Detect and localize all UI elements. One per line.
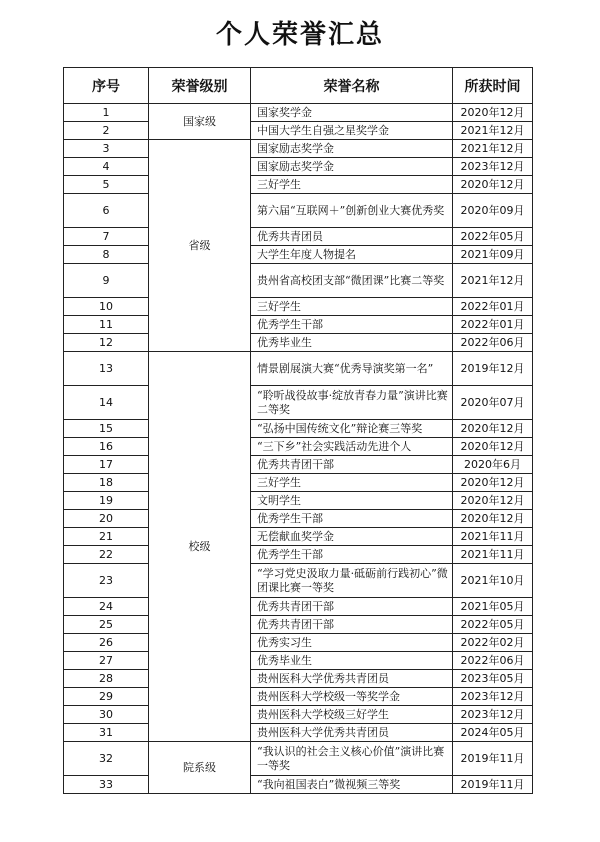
table-row (64, 176, 533, 194)
row-number: 31 (64, 724, 149, 742)
row-number: 20 (64, 510, 149, 528)
table-row (64, 158, 533, 176)
table-row (64, 228, 533, 246)
table-row (64, 776, 533, 794)
award-time: 2020年12月 (453, 474, 533, 492)
table-row (64, 264, 533, 298)
table-row (64, 634, 533, 652)
honor-name: 贵州医科大学优秀共青团员 (251, 724, 453, 742)
row-number: 30 (64, 706, 149, 724)
honor-name: 情景剧展演大赛“优秀导演奖第一名” (251, 352, 453, 386)
honor-level: 院系级 (149, 742, 251, 794)
honor-name: 优秀共青团干部 (251, 616, 453, 634)
award-time: 2022年06月 (453, 334, 533, 352)
honor-name: 优秀毕业生 (251, 334, 453, 352)
table-row (64, 122, 533, 140)
row-number: 9 (64, 264, 149, 298)
row-number: 5 (64, 176, 149, 194)
table-row (64, 616, 533, 634)
award-time: 2023年12月 (453, 706, 533, 724)
row-number: 23 (64, 564, 149, 598)
row-number: 13 (64, 352, 149, 386)
table-body (64, 104, 533, 794)
award-time: 2021年09月 (453, 246, 533, 264)
row-number: 17 (64, 456, 149, 474)
row-number: 2 (64, 122, 149, 140)
award-time: 2023年12月 (453, 158, 533, 176)
table-row (64, 246, 533, 264)
honor-name: 国家奖学金 (251, 104, 453, 122)
award-time: 2021年12月 (453, 140, 533, 158)
honor-name: 优秀学生干部 (251, 510, 453, 528)
honor-name: 优秀毕业生 (251, 652, 453, 670)
row-number: 33 (64, 776, 149, 794)
honor-level: 省级 (149, 140, 251, 352)
row-number: 10 (64, 298, 149, 316)
row-number: 19 (64, 492, 149, 510)
row-number: 24 (64, 598, 149, 616)
row-number: 21 (64, 528, 149, 546)
table-row (64, 456, 533, 474)
row-number: 11 (64, 316, 149, 334)
award-time: 2022年02月 (453, 634, 533, 652)
table-row (64, 724, 533, 742)
award-time: 2022年06月 (453, 652, 533, 670)
row-number: 6 (64, 194, 149, 228)
row-number: 22 (64, 546, 149, 564)
honor-name: “学习党史汲取力量·砥砺前行践初心”微团课比赛一等奖 (251, 564, 453, 598)
row-number: 28 (64, 670, 149, 688)
row-number: 3 (64, 140, 149, 158)
award-time: 2021年12月 (453, 122, 533, 140)
row-number: 12 (64, 334, 149, 352)
row-number: 26 (64, 634, 149, 652)
row-number: 4 (64, 158, 149, 176)
table-row (64, 546, 533, 564)
honor-name: 中国大学生自强之星奖学金 (251, 122, 453, 140)
award-time: 2020年12月 (453, 420, 533, 438)
honor-name: “我认识的社会主义核心价值”演讲比赛一等奖 (251, 742, 453, 776)
award-time: 2023年05月 (453, 670, 533, 688)
table-row (64, 474, 533, 492)
row-number: 7 (64, 228, 149, 246)
row-number: 29 (64, 688, 149, 706)
honor-name: 三好学生 (251, 298, 453, 316)
honor-name: 无偿献血奖学金 (251, 528, 453, 546)
honor-name: 贵州医科大学校级一等奖学金 (251, 688, 453, 706)
award-time: 2020年12月 (453, 104, 533, 122)
award-time: 2020年6月 (453, 456, 533, 474)
award-time: 2021年05月 (453, 598, 533, 616)
award-time: 2020年12月 (453, 510, 533, 528)
honor-name: 优秀学生干部 (251, 316, 453, 334)
header-time: 所获时间 (453, 68, 533, 104)
award-time: 2022年05月 (453, 616, 533, 634)
row-number: 32 (64, 742, 149, 776)
row-number: 25 (64, 616, 149, 634)
award-time: 2022年01月 (453, 298, 533, 316)
honor-name: 贵州省高校团支部“微团课”比赛二等奖 (251, 264, 453, 298)
honor-name: 优秀共青团员 (251, 228, 453, 246)
table-row (64, 670, 533, 688)
award-time: 2023年12月 (453, 688, 533, 706)
honor-name: 优秀实习生 (251, 634, 453, 652)
award-time: 2020年12月 (453, 492, 533, 510)
honor-name: 三好学生 (251, 474, 453, 492)
honor-name: 贵州医科大学校级三好学生 (251, 706, 453, 724)
honor-name: “弘扬中国传统文化”辩论赛三等奖 (251, 420, 453, 438)
award-time: 2024年05月 (453, 724, 533, 742)
award-time: 2020年07月 (453, 386, 533, 420)
award-time: 2021年11月 (453, 546, 533, 564)
table-row (64, 352, 533, 386)
header-level: 荣誉级别 (149, 68, 251, 104)
table-row (64, 742, 533, 776)
table-row (64, 652, 533, 670)
honor-name: “我向祖国表白”微视频三等奖 (251, 776, 453, 794)
honor-name: 第六届“互联网＋”创新创业大赛优秀奖 (251, 194, 453, 228)
header-number: 序号 (64, 68, 149, 104)
table-row (64, 316, 533, 334)
honor-level: 国家级 (149, 104, 251, 140)
honor-name: 国家励志奖学金 (251, 158, 453, 176)
row-number: 1 (64, 104, 149, 122)
table-row (64, 688, 533, 706)
table-row (64, 510, 533, 528)
honor-name: 优秀学生干部 (251, 546, 453, 564)
header-name: 荣誉名称 (251, 68, 453, 104)
award-time: 2021年12月 (453, 264, 533, 298)
table-row (64, 386, 533, 420)
award-time: 2021年11月 (453, 528, 533, 546)
table-row (64, 492, 533, 510)
award-time: 2022年01月 (453, 316, 533, 334)
table-header-row (64, 68, 533, 104)
table-row (64, 438, 533, 456)
table-row (64, 598, 533, 616)
row-number: 27 (64, 652, 149, 670)
honors-table (63, 67, 533, 794)
award-time: 2020年12月 (453, 176, 533, 194)
honor-name: 三好学生 (251, 176, 453, 194)
award-time: 2022年05月 (453, 228, 533, 246)
award-time: 2019年11月 (453, 776, 533, 794)
award-time: 2021年10月 (453, 564, 533, 598)
honor-name: “三下乡”社会实践活动先进个人 (251, 438, 453, 456)
honor-name: 贵州医科大学优秀共青团员 (251, 670, 453, 688)
row-number: 18 (64, 474, 149, 492)
honor-name: “聆听战役故事·绽放青春力量”演讲比赛二等奖 (251, 386, 453, 420)
table-row (64, 420, 533, 438)
row-number: 15 (64, 420, 149, 438)
row-number: 16 (64, 438, 149, 456)
honor-name: 国家励志奖学金 (251, 140, 453, 158)
table-row (64, 528, 533, 546)
row-number: 8 (64, 246, 149, 264)
page-title: 个人荣誉汇总 (215, 20, 384, 50)
table-row (64, 706, 533, 724)
table-row (64, 298, 533, 316)
honor-name: 优秀共青团干部 (251, 456, 453, 474)
table-row (64, 334, 533, 352)
table-row (64, 194, 533, 228)
award-time: 2019年12月 (453, 352, 533, 386)
honor-name: 文明学生 (251, 492, 453, 510)
table-row (64, 140, 533, 158)
award-time: 2020年12月 (453, 438, 533, 456)
honor-name: 优秀共青团干部 (251, 598, 453, 616)
table-row (64, 564, 533, 598)
row-number: 14 (64, 386, 149, 420)
honor-name: 大学生年度人物提名 (251, 246, 453, 264)
award-time: 2019年11月 (453, 742, 533, 776)
honor-level: 校级 (149, 352, 251, 742)
table-row (64, 104, 533, 122)
award-time: 2020年09月 (453, 194, 533, 228)
